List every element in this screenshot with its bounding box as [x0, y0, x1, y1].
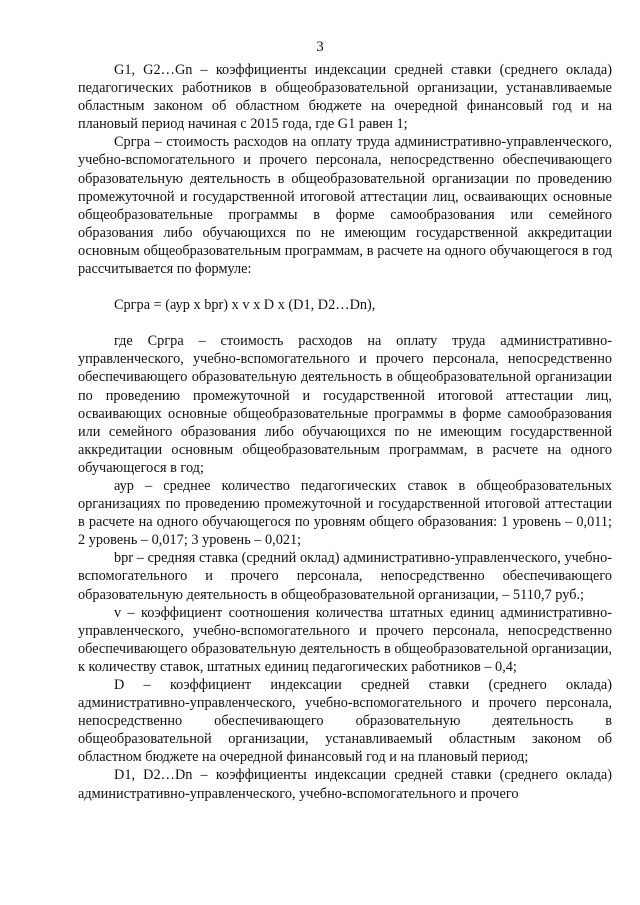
- definition-v: v – коэффициент соотношения количества штатных единиц административно-управленческого, учебно-вспомогательного и прочего персонала, непосредственно обеспечивающего образовательную деятельность в общеобразовательной организации, к количеству ставок, штатных единиц педагогических работников – 0,4;: [78, 604, 612, 675]
- definition-srgra: где Сргра – стоимость расходов на оплату труда административно-управленческого, учебно-вспомогательного и прочего персонала, непосредственно обеспечивающего образовательную деятельность в общеобразовательной организации по проведению промежуточной и государственной итоговой аттестации лиц, осваивающих основные общеобразовательные программы в форме самообразования или семейного образования либо обучающихся по не имеющим государственной аккредитации основным общеобразовательным программам, в расчете на одного обучающегося в год;: [78, 333, 612, 476]
- definition-bpr: bpr – средняя ставка (средний оклад) административно-управленческого, учебно-вспомогательного и прочего персонала, непосредственно обеспечивающего образовательную деятельность в общеобразовательной организации, – 5110,7 руб.;: [78, 550, 612, 603]
- paragraph-g-coefficients: G1, G2…Gn – коэффициенты индексации средней ставки (среднего оклада) педагогических работников в общеобразовательной организации, устанавливаемые областным законом об областном бюджете на очередной финансовый год и на плановый период начиная с 2015 года, где G1 равен 1;: [78, 62, 612, 133]
- definition-d: D – коэффициент индексации средней ставки (среднего оклада) административно-управленческого, учебно-вспомогательного и прочего персонала, непосредственно обеспечивающего образовательную деятельность в общеобразовательной организации, устанавливаемый областным законом об областном бюджете на очередной финансовый год и на плановый период;: [78, 677, 612, 766]
- definition-aur: аур – среднее количество педагогических ставок в общеобразовательных организациях по проведению промежуточной и государственной итоговой аттестации в расчете на одного обучающегося по уровням общего образования: 1 уровень – 0,011; 2 уровень – 0,017; 3 уровень – 0,021;: [78, 477, 612, 549]
- page-number: 3: [316, 39, 324, 55]
- document-body: [78, 61, 612, 803]
- definition-d1-dn: D1, D2…Dn – коэффициенты индексации средней ставки (среднего оклада) административно-управленческого, учебно-вспомогательного и прочего: [78, 767, 612, 802]
- formula: Сргра = (аур x bpr) x v x D x (D1, D2…Dn),: [114, 297, 376, 314]
- paragraph-srgra-intro: Сргра – стоимость расходов на оплату труда административно-управленческого, учебно-вспомогательного и прочего персонала, непосредственно обеспечивающего образовательную деятельность в общеобразовательной организации по проведению промежуточной и государственной итоговой аттестации лиц, осваивающих основные общеобразовательные программы в форме самообразования или семейного образования либо обучающихся по не имеющим государственной аккредитации основным общеобразовательным программам, в расчете на одного обучающегося в год рассчитывается по формуле:: [78, 134, 612, 278]
